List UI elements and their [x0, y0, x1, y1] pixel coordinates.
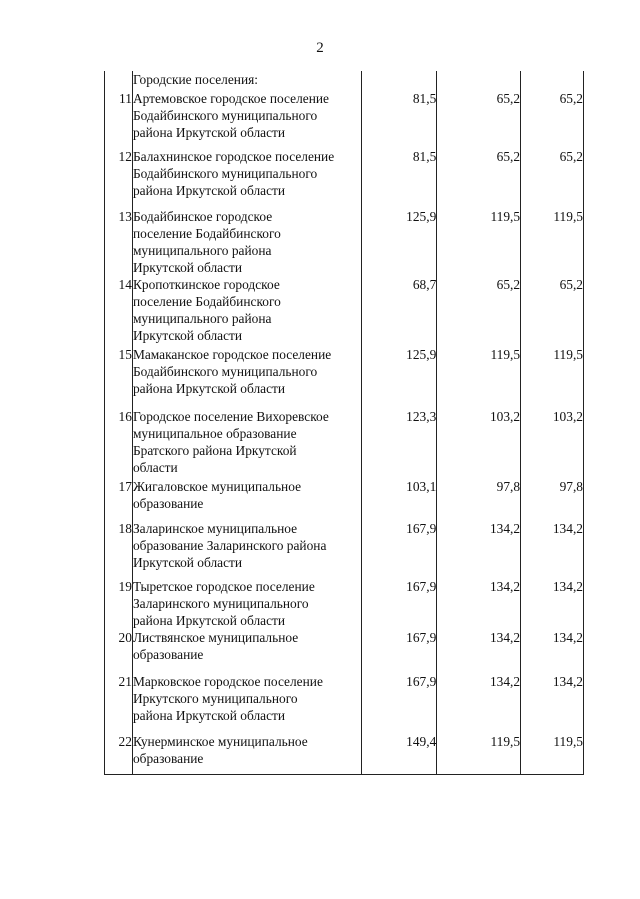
value-3: 97,8: [521, 478, 584, 520]
settlement-name: [132, 733, 362, 775]
settlement-name: [132, 90, 362, 148]
name-line: муниципального района: [132, 243, 272, 258]
name-line: Кунерминское муниципальное: [132, 734, 308, 749]
value-2: 119,5: [437, 208, 521, 276]
settlement-name: [132, 673, 362, 733]
row-number: 16: [105, 408, 133, 478]
name-line: поселение Бодайбинского: [132, 226, 281, 241]
settlement-name: [132, 629, 362, 673]
name-line: Марковское городское поселение: [132, 674, 323, 689]
row-number: 17: [105, 478, 133, 520]
name-line: Жигаловское муниципальное: [132, 479, 302, 494]
name-line: поселение Бодайбинского: [132, 294, 281, 309]
value-3: 65,2: [521, 90, 584, 148]
value-2: 134,2: [437, 520, 521, 578]
table-row: [105, 346, 584, 408]
row-number: 19: [105, 578, 133, 629]
settlement-name: [132, 408, 362, 478]
table-row: [105, 629, 584, 673]
settlements-table: [104, 71, 584, 775]
name-line: Иркутской области: [132, 260, 243, 275]
value-3: 119,5: [521, 346, 584, 408]
name-line: Бодайбинского муниципального: [132, 166, 318, 181]
row-number: 21: [105, 673, 133, 733]
table-row: [105, 478, 584, 520]
value-3: 103,2: [521, 408, 584, 478]
section-header-row: [105, 71, 584, 90]
value-2: 119,5: [437, 733, 521, 775]
name-line: Артемовское городское поселение: [132, 91, 329, 106]
name-line: Иркутского муниципального: [132, 691, 298, 706]
row-number: 20: [105, 629, 133, 673]
value-1: 125,9: [362, 346, 437, 408]
name-line: Листвянское муниципальное: [132, 630, 299, 645]
page-number: 2: [316, 40, 324, 56]
settlement-name: [132, 578, 362, 629]
row-number: 14: [105, 276, 133, 346]
name-line: района Иркутской области: [132, 381, 286, 396]
table-row: [105, 520, 584, 578]
name-line: Иркутской области: [132, 328, 243, 343]
table-row: [105, 208, 584, 276]
value-3: 65,2: [521, 148, 584, 208]
value-3: 134,2: [521, 520, 584, 578]
name-line: Братского района Иркутской: [132, 443, 297, 458]
name-line: образование: [132, 647, 204, 662]
settlement-name: [132, 520, 362, 578]
value-1: 81,5: [362, 90, 437, 148]
name-line: муниципальное образование: [132, 426, 297, 441]
name-line: Заларинское муниципальное: [132, 521, 298, 536]
value-cell: [437, 71, 521, 90]
name-line: района Иркутской области: [132, 613, 286, 628]
value-2: 65,2: [437, 90, 521, 148]
name-line: Бодайбинское городское: [132, 209, 273, 224]
row-number: 15: [105, 346, 133, 408]
value-2: 65,2: [437, 276, 521, 346]
table-row: [105, 276, 584, 346]
name-line: Кропоткинское городское: [132, 277, 280, 292]
row-number: 12: [105, 148, 133, 208]
value-2: 65,2: [437, 148, 521, 208]
table-row: [105, 408, 584, 478]
value-3: 134,2: [521, 673, 584, 733]
row-number-cell: [105, 71, 133, 90]
value-3: 65,2: [521, 276, 584, 346]
name-line: образование Заларинского района: [132, 538, 327, 553]
row-number: 18: [105, 520, 133, 578]
value-cell: [521, 71, 584, 90]
name-line: муниципального района: [132, 311, 272, 326]
name-line: Городское поселение Вихоревское: [132, 409, 329, 424]
value-2: 134,2: [437, 673, 521, 733]
value-1: 81,5: [362, 148, 437, 208]
section-header: Городские поселения:: [132, 71, 362, 90]
name-line: образование: [132, 496, 204, 511]
value-1: 123,3: [362, 408, 437, 478]
name-line: Заларинского муниципального: [132, 596, 309, 611]
value-3: 134,2: [521, 629, 584, 673]
settlement-name: [132, 208, 362, 276]
value-3: 119,5: [521, 208, 584, 276]
name-line: Балахнинское городское поселение: [132, 149, 335, 164]
name-line: Мамаканское городское поселение: [132, 347, 332, 362]
value-1: 167,9: [362, 673, 437, 733]
name-line: района Иркутской области: [132, 183, 286, 198]
name-line: Бодайбинского муниципального: [132, 108, 318, 123]
row-number: 11: [105, 90, 133, 148]
settlement-name: [132, 478, 362, 520]
value-1: 103,1: [362, 478, 437, 520]
value-2: 134,2: [437, 629, 521, 673]
value-1: 68,7: [362, 276, 437, 346]
value-2: 103,2: [437, 408, 521, 478]
value-1: 167,9: [362, 578, 437, 629]
table-row: [105, 578, 584, 629]
value-1: 149,4: [362, 733, 437, 775]
table-row: [105, 673, 584, 733]
value-2: 97,8: [437, 478, 521, 520]
value-cell: [362, 71, 437, 90]
name-line: Бодайбинского муниципального: [132, 364, 318, 379]
name-line: области: [132, 460, 178, 475]
value-3: 134,2: [521, 578, 584, 629]
value-2: 134,2: [437, 578, 521, 629]
name-line: образование: [132, 751, 204, 766]
value-3: 119,5: [521, 733, 584, 775]
value-1: 167,9: [362, 629, 437, 673]
settlement-name: [132, 276, 362, 346]
table-row: [105, 733, 584, 775]
settlement-name: [132, 148, 362, 208]
table-row: [105, 148, 584, 208]
name-line: района Иркутской области: [132, 125, 286, 140]
name-line: Тыретское городское поселение: [132, 579, 315, 594]
table-row: [105, 90, 584, 148]
name-line: Иркутской области: [132, 555, 243, 570]
name-line: района Иркутской области: [132, 708, 286, 723]
row-number: 13: [105, 208, 133, 276]
row-number: 22: [105, 733, 133, 775]
value-1: 167,9: [362, 520, 437, 578]
settlement-name: [132, 346, 362, 408]
value-1: 125,9: [362, 208, 437, 276]
value-2: 119,5: [437, 346, 521, 408]
